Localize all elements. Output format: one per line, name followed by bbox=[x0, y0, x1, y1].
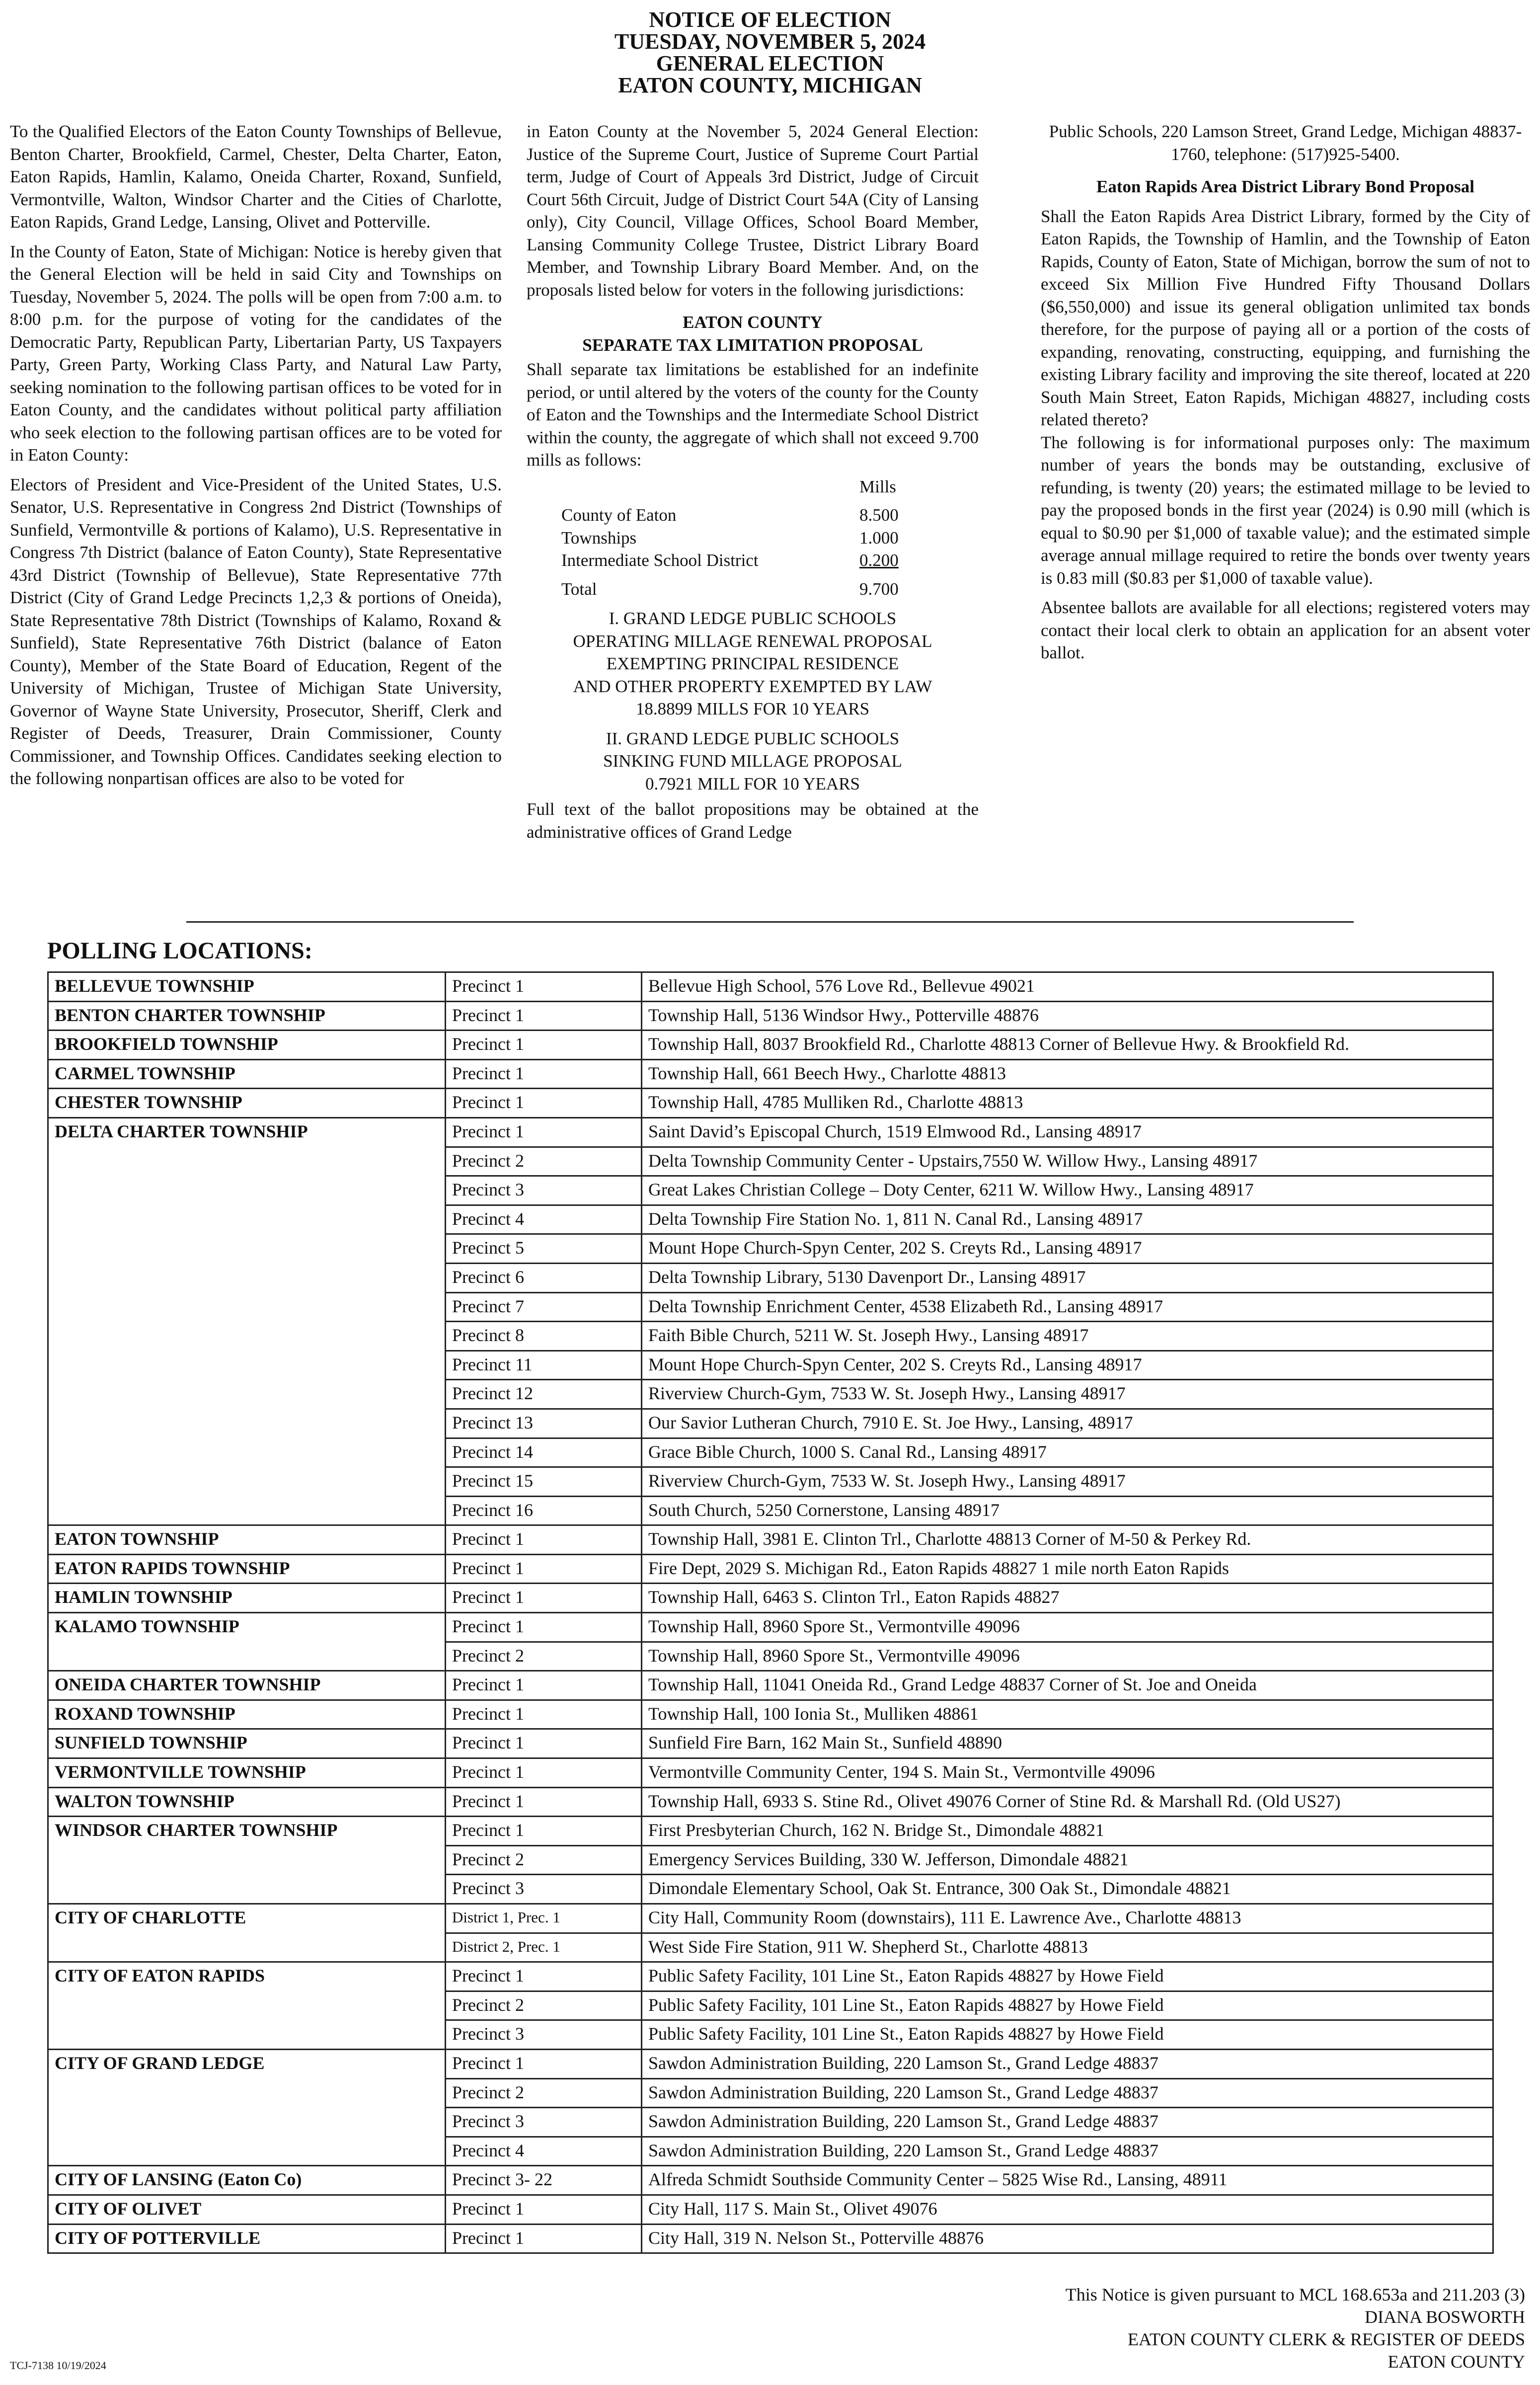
mills-header: Mills bbox=[859, 477, 896, 496]
table-row bbox=[48, 2224, 1493, 2253]
mills-label: Total bbox=[561, 579, 597, 599]
precinct-cell: Precinct 13 bbox=[446, 1409, 642, 1438]
mills-label: Townships bbox=[561, 528, 637, 548]
table-row bbox=[48, 2108, 1493, 2137]
school-address-paragraph: Public Schools, 220 Lamson Street, Grand Ledge, Michigan 48837-1760, telephone: (517)925-5400. bbox=[1049, 122, 1522, 164]
location-cell: City Hall, 117 S. Main St., Olivet 49076 bbox=[642, 2195, 1493, 2224]
location-cell: Emergency Services Building, 330 W. Jefferson, Dimondale 48821 bbox=[642, 1845, 1493, 1875]
electors-paragraph: To the Qualified Electors of the Eaton County Townships of Bellevue, Benton Charter, Brookfield, Carmel, Chester, Delta Charter, Eaton, Eaton Rapids, Hamlin, Kalamo, Oneida Charter, Roxand, Sunfield, Vermontville, Walton, Windsor Charter and the Cities of Charlotte, Eaton Rapids, Grand Ledge, Lansing, Olivet and Potterville. bbox=[10, 122, 502, 232]
title-line-2: TUESDAY, NOVEMBER 5, 2024 bbox=[614, 29, 926, 54]
location-cell: Township Hall, 8037 Brookfield Rd., Charlotte 48813 Corner of Bellevue Hwy. & Brookfield Rd. bbox=[642, 1031, 1493, 1060]
table-row bbox=[48, 1991, 1493, 2020]
precinct-cell: Precinct 1 bbox=[446, 2195, 642, 2224]
township-cell bbox=[48, 1322, 446, 1351]
precinct-cell: Precinct 3 bbox=[446, 1176, 642, 1205]
location-cell: Mount Hope Church-Spyn Center, 202 S. Creyts Rd., Lansing 48917 bbox=[642, 1351, 1493, 1380]
location-cell: West Side Fire Station, 911 W. Shepherd St., Charlotte 48813 bbox=[642, 1933, 1493, 1962]
location-cell: Township Hall, 3981 E. Clinton Trl., Charlotte 48813 Corner of M-50 & Perkey Rd. bbox=[642, 1525, 1493, 1555]
table-row bbox=[48, 1700, 1493, 1729]
precinct-cell: Precinct 2 bbox=[446, 1642, 642, 1671]
footer-statute: This Notice is given pursuant to MCL 168.653a and 211.203 (3) bbox=[1065, 2285, 1525, 2305]
township-cell: CITY OF OLIVET bbox=[48, 2195, 446, 2224]
location-cell: Township Hall, 6933 S. Stine Rd., Olivet 49076 Corner of Stine Rd. & Marshall Rd. (Old US27) bbox=[642, 1787, 1493, 1817]
precinct-cell: Precinct 4 bbox=[446, 2137, 642, 2166]
table-row bbox=[48, 1001, 1493, 1031]
township-cell bbox=[48, 1991, 446, 2020]
location-cell: Township Hall, 661 Beech Hwy., Charlotte 48813 bbox=[642, 1059, 1493, 1089]
text-column-2 bbox=[527, 120, 979, 850]
table-row bbox=[48, 1496, 1493, 1525]
precinct-cell: Precinct 4 bbox=[446, 1205, 642, 1234]
township-cell: ROXAND TOWNSHIP bbox=[48, 1700, 446, 1729]
precinct-cell: Precinct 1 bbox=[446, 1525, 642, 1555]
township-cell bbox=[48, 1642, 446, 1671]
table-row bbox=[48, 1351, 1493, 1380]
location-cell: Delta Township Fire Station No. 1, 811 N. Canal Rd., Lansing 48917 bbox=[642, 1205, 1493, 1234]
location-cell: Sunfield Fire Barn, 162 Main St., Sunfield 48890 bbox=[642, 1729, 1493, 1758]
table-row bbox=[48, 1933, 1493, 1962]
table-row bbox=[48, 1642, 1493, 1671]
precinct-cell: Precinct 1 bbox=[446, 1787, 642, 1817]
township-cell bbox=[48, 1467, 446, 1497]
precinct-cell: Precinct 16 bbox=[446, 1496, 642, 1525]
polling-locations-table bbox=[47, 971, 1494, 2254]
table-row bbox=[48, 1147, 1493, 1176]
township-cell bbox=[48, 1845, 446, 1875]
location-cell: Dimondale Elementary School, Oak St. Entrance, 300 Oak St., Dimondale 48821 bbox=[642, 1875, 1493, 1904]
table-row bbox=[48, 1089, 1493, 1118]
table-row bbox=[48, 2020, 1493, 2050]
location-cell: South Church, 5250 Cornerstone, Lansing 48917 bbox=[642, 1496, 1493, 1525]
location-cell: Township Hall, 8960 Spore St., Vermontville 49096 bbox=[642, 1613, 1493, 1642]
notice-title bbox=[0, 9, 1540, 96]
precinct-cell: Precinct 1 bbox=[446, 1001, 642, 1031]
table-row bbox=[48, 1758, 1493, 1788]
precinct-cell: Precinct 6 bbox=[446, 1263, 642, 1292]
precinct-cell: Precinct 2 bbox=[446, 1147, 642, 1176]
precinct-cell: Precinct 1 bbox=[446, 1117, 642, 1147]
table-row bbox=[48, 2166, 1493, 2195]
township-cell: CARMEL TOWNSHIP bbox=[48, 1059, 446, 1089]
location-cell: Township Hall, 11041 Oneida Rd., Grand Ledge 48837 Corner of St. Joe and Oneida bbox=[642, 1671, 1493, 1700]
table-row bbox=[48, 1234, 1493, 1264]
location-cell: Public Safety Facility, 101 Line St., Eaton Rapids 48827 by Howe Field bbox=[642, 1962, 1493, 1991]
township-cell: DELTA CHARTER TOWNSHIP bbox=[48, 1117, 446, 1147]
table-row bbox=[48, 1729, 1493, 1758]
township-cell bbox=[48, 1263, 446, 1292]
library-proposal-text: Shall the Eaton Rapids Area District Library, formed by the City of Eaton Rapids, the Township of Hamlin, and the Township of Eaton Rapids, County of Eaton, State of Michigan, borrow the sum of not to exceed Six Million Five Hundred Fifty Thousand Dollars ($6,550,000) and issue its general obligation unlimited tax bonds therefore, for the purpose of paying all or a portion of the costs of expanding, renovating, constructing, equipping, and furnishing the existing Library facility and improving the site thereof, located at 220 South Main Street, Eaton Rapids, Michigan 48827, including costs related thereto? bbox=[1041, 206, 1530, 429]
precinct-cell: Precinct 1 bbox=[446, 1817, 642, 1846]
township-cell: CHESTER TOWNSHIP bbox=[48, 1089, 446, 1118]
mills-value: 8.500 bbox=[859, 505, 899, 525]
tax-proposal-text: Shall separate tax limitations be established for an indefinite period, or until altered by the voters of the county for the County of Eaton and the Townships and the Intermediate School District within the county, the aggregate of which shall not exceed 9.700 mills as follows: bbox=[527, 360, 979, 470]
township-cell: VERMONTVILLE TOWNSHIP bbox=[48, 1758, 446, 1788]
publication-code: TCJ-7138 10/19/2024 bbox=[10, 2359, 106, 2372]
precinct-cell: Precinct 8 bbox=[446, 1322, 642, 1351]
precinct-cell: Precinct 1 bbox=[446, 1554, 642, 1584]
township-cell: ONEIDA CHARTER TOWNSHIP bbox=[48, 1671, 446, 1700]
precinct-cell: Precinct 3 bbox=[446, 2020, 642, 2050]
location-cell: Delta Township Community Center - Upstairs,7550 W. Willow Hwy., Lansing 48917 bbox=[642, 1147, 1493, 1176]
proposal-2: II. GRAND LEDGE PUBLIC SCHOOLS SINKING FUND MILLAGE PROPOSAL 0.7921 MILL FOR 10 YEARS bbox=[603, 728, 902, 794]
precinct-cell: Precinct 15 bbox=[446, 1467, 642, 1497]
mills-label: County of Eaton bbox=[561, 505, 677, 525]
township-cell bbox=[48, 1438, 446, 1467]
table-row bbox=[48, 1031, 1493, 1060]
township-cell: SUNFIELD TOWNSHIP bbox=[48, 1729, 446, 1758]
township-cell: CITY OF GRAND LEDGE bbox=[48, 2049, 446, 2078]
precinct-cell: Precinct 1 bbox=[446, 2224, 642, 2253]
location-cell: Sawdon Administration Building, 220 Lamson St., Grand Ledge 48837 bbox=[642, 2108, 1493, 2137]
township-cell: EATON TOWNSHIP bbox=[48, 1525, 446, 1555]
township-cell bbox=[48, 1380, 446, 1409]
table-row bbox=[48, 1671, 1493, 1700]
location-cell: Sawdon Administration Building, 220 Lamson St., Grand Ledge 48837 bbox=[642, 2078, 1493, 2108]
table-row bbox=[48, 1787, 1493, 1817]
table-row bbox=[48, 1059, 1493, 1089]
location-cell: Delta Township Enrichment Center, 4538 Elizabeth Rd., Lansing 48917 bbox=[642, 1292, 1493, 1322]
location-cell: Delta Township Library, 5130 Davenport Dr., Lansing 48917 bbox=[642, 1263, 1493, 1292]
table-row bbox=[48, 1438, 1493, 1467]
location-cell: Public Safety Facility, 101 Line St., Eaton Rapids 48827 by Howe Field bbox=[642, 2020, 1493, 2050]
location-cell: Riverview Church-Gym, 7533 W. St. Joseph Hwy., Lansing 48917 bbox=[642, 1467, 1493, 1497]
precinct-cell: District 2, Prec. 1 bbox=[446, 1933, 642, 1962]
precinct-cell: Precinct 1 bbox=[446, 1613, 642, 1642]
location-cell: Township Hall, 5136 Windsor Hwy., Potterville 48876 bbox=[642, 1001, 1493, 1031]
precinct-cell: Precinct 3 bbox=[446, 1875, 642, 1904]
informational-paragraph: The following is for informational purposes only: The maximum number of years the bonds may be outstanding, exclusive of refunding, is twenty (20) years; the estimated millage to be levied to pay the proposed bonds in the first year (2024) is 0.90 mill (which is equal to $0.90 per $1,000 of taxable value); and the estimated simple average annual millage required to retire the bonds over twenty years is 0.83 mill ($0.83 per $1,000 of taxable value). bbox=[1041, 432, 1530, 588]
township-cell bbox=[48, 1292, 446, 1322]
township-cell bbox=[48, 1205, 446, 1234]
location-cell: Sawdon Administration Building, 220 Lamson St., Grand Ledge 48837 bbox=[642, 2137, 1493, 2166]
table-row bbox=[48, 2195, 1493, 2224]
precinct-cell: Precinct 1 bbox=[446, 1031, 642, 1060]
nonpartisan-offices-paragraph: in Eaton County at the November 5, 2024 General Election: Justice of the Supreme Court, Justice of Supreme Court Partial term, Judge of Court of Appeals 3rd District, Judge of Circuit Court 56th Circuit, Judge of District Court 54A (City of Lansing only), City Council, Village Offices, School Board Member, Lansing Community College Trustee, District Library Board Member, and Township Library Board Member. And, on the proposals listed below for voters in the following jurisdictions: bbox=[527, 122, 979, 300]
absentee-paragraph: Absentee ballots are available for all elections; registered voters may contact their local clerk to obtain an application for an absent voter ballot. bbox=[1041, 598, 1530, 662]
township-cell: EATON RAPIDS TOWNSHIP bbox=[48, 1554, 446, 1584]
township-cell bbox=[48, 1496, 446, 1525]
mills-value: 9.700 bbox=[859, 579, 899, 599]
precinct-cell: Precinct 1 bbox=[446, 1962, 642, 1991]
precinct-cell: Precinct 12 bbox=[446, 1380, 642, 1409]
table-row bbox=[48, 1613, 1493, 1642]
location-cell: Vermontville Community Center, 194 S. Main St., Vermontville 49096 bbox=[642, 1758, 1493, 1788]
precinct-cell: Precinct 3 bbox=[446, 2108, 642, 2137]
precinct-cell: Precinct 1 bbox=[446, 1059, 642, 1089]
table-row bbox=[48, 1176, 1493, 1205]
precinct-cell: District 1, Prec. 1 bbox=[446, 1904, 642, 1933]
table-row bbox=[48, 2049, 1493, 2078]
table-row bbox=[48, 1380, 1493, 1409]
location-cell: Bellevue High School, 576 Love Rd., Bellevue 49021 bbox=[642, 972, 1493, 1002]
title-line-1: NOTICE OF ELECTION bbox=[649, 7, 891, 32]
location-cell: Riverview Church-Gym, 7533 W. St. Joseph Hwy., Lansing 48917 bbox=[642, 1380, 1493, 1409]
precinct-cell: Precinct 1 bbox=[446, 1089, 642, 1118]
table-row bbox=[48, 1205, 1493, 1234]
mills-label: Intermediate School District bbox=[561, 551, 759, 570]
table-row bbox=[48, 972, 1493, 1002]
location-cell: Township Hall, 6463 S. Clinton Trl., Eaton Rapids 48827 bbox=[642, 1584, 1493, 1613]
location-cell: Township Hall, 4785 Mulliken Rd., Charlotte 48813 bbox=[642, 1089, 1493, 1118]
precinct-cell: Precinct 7 bbox=[446, 1292, 642, 1322]
table-row bbox=[48, 1263, 1493, 1292]
table-row bbox=[48, 1554, 1493, 1584]
township-cell: HAMLIN TOWNSHIP bbox=[48, 1584, 446, 1613]
tax-proposal-heading: EATON COUNTY SEPARATE TAX LIMITATION PROPOSAL bbox=[582, 313, 923, 355]
precinct-cell: Precinct 5 bbox=[446, 1234, 642, 1264]
township-cell bbox=[48, 2108, 446, 2137]
location-cell: Saint David’s Episcopal Church, 1519 Elmwood Rd., Lansing 48917 bbox=[642, 1117, 1493, 1147]
location-cell: Township Hall, 8960 Spore St., Vermontville 49096 bbox=[642, 1642, 1493, 1671]
location-cell: Faith Bible Church, 5211 W. St. Joseph Hwy., Lansing 48917 bbox=[642, 1322, 1493, 1351]
township-cell: KALAMO TOWNSHIP bbox=[48, 1613, 446, 1642]
text-column-1 bbox=[10, 120, 502, 797]
table-row bbox=[48, 1584, 1493, 1613]
location-cell: Fire Dept, 2029 S. Michigan Rd., Eaton Rapids 48827 1 mile north Eaton Rapids bbox=[642, 1554, 1493, 1584]
precinct-cell: Precinct 3- 22 bbox=[446, 2166, 642, 2195]
township-cell bbox=[48, 1351, 446, 1380]
precinct-cell: Precinct 1 bbox=[446, 1671, 642, 1700]
location-cell: Mount Hope Church-Spyn Center, 202 S. Creyts Rd., Lansing 48917 bbox=[642, 1234, 1493, 1264]
table-row bbox=[48, 2137, 1493, 2166]
location-cell: Great Lakes Christian College – Doty Center, 6211 W. Willow Hwy., Lansing 48917 bbox=[642, 1176, 1493, 1205]
township-cell: CITY OF POTTERVILLE bbox=[48, 2224, 446, 2253]
precinct-cell: Precinct 1 bbox=[446, 1729, 642, 1758]
location-cell: City Hall, Community Room (downstairs), 111 E. Lawrence Ave., Charlotte 48813 bbox=[642, 1904, 1493, 1933]
table-row bbox=[48, 1525, 1493, 1555]
table-row bbox=[48, 1817, 1493, 1846]
mills-value: 1.000 bbox=[859, 528, 899, 548]
township-cell bbox=[48, 1234, 446, 1264]
footer-clerk-name: DIANA BOSWORTH bbox=[1365, 2307, 1525, 2327]
polling-locations-title: POLLING LOCATIONS: bbox=[47, 938, 312, 964]
location-cell: City Hall, 319 N. Nelson St., Potterville 48876 bbox=[642, 2224, 1493, 2253]
township-cell: BELLEVUE TOWNSHIP bbox=[48, 972, 446, 1002]
precinct-cell: Precinct 1 bbox=[446, 1758, 642, 1788]
election-notice-paragraph: In the County of Eaton, State of Michigan: Notice is hereby given that the General Election will be held in said City and Townships on Tuesday, November 5, 2024. The polls will be open from 7:00 a.m. to 8:00 p.m. for the purpose of voting for the candidates of the Democratic Party, Republican Party, Libertarian Party, US Taxpayers Party, Green Party, Working Class Party, and Natural Law Party, seeking nomination to the following partisan offices to be voted for in Eaton County, and the candidates without political party affiliation who seek election to the following partisan offices are to be voted for in Eaton County: bbox=[10, 241, 502, 465]
table-row bbox=[48, 1904, 1493, 1933]
township-cell bbox=[48, 1409, 446, 1438]
location-cell: Township Hall, 100 Ionia St., Mulliken 48861 bbox=[642, 1700, 1493, 1729]
notice-footer bbox=[1066, 2284, 1525, 2373]
township-cell bbox=[48, 2020, 446, 2050]
title-line-3: GENERAL ELECTION bbox=[656, 51, 884, 76]
table-row bbox=[48, 1409, 1493, 1438]
precinct-cell: Precinct 2 bbox=[446, 2078, 642, 2108]
location-cell: Public Safety Facility, 101 Line St., Eaton Rapids 48827 by Howe Field bbox=[642, 1991, 1493, 2020]
table-row bbox=[48, 1875, 1493, 1904]
section-divider bbox=[186, 921, 1354, 923]
township-cell: CITY OF EATON RAPIDS bbox=[48, 1962, 446, 1991]
township-cell: WINDSOR CHARTER TOWNSHIP bbox=[48, 1817, 446, 1846]
township-cell bbox=[48, 2078, 446, 2108]
precinct-cell: Precinct 11 bbox=[446, 1351, 642, 1380]
table-row bbox=[48, 1845, 1493, 1875]
footer-county: EATON COUNTY bbox=[1387, 2352, 1525, 2372]
precinct-cell: Precinct 1 bbox=[446, 2049, 642, 2078]
precinct-cell: Precinct 1 bbox=[446, 1584, 642, 1613]
location-cell: Alfreda Schmidt Southside Community Center – 5825 Wise Rd., Lansing, 48911 bbox=[642, 2166, 1493, 2195]
full-text-paragraph: Full text of the ballot propositions may be obtained at the administrative offices of Grand Ledge bbox=[527, 799, 979, 842]
township-cell bbox=[48, 1933, 446, 1962]
partisan-offices-paragraph: Electors of President and Vice-President of the United States, U.S. Senator, U.S. Representative in Congress 2nd District (Townships of Sunfield, Vermontville & portions of Kalamo), U.S. Representative in Congress 7th District (balance of Eaton County), State Representative 43rd District (Township of Bellevue), State Representative 77th District (City of Grand Ledge Precincts 1,2,3 & portions of Oneida), State Representative 78th District (Townships of Kalamo, Roxand & Sunfield), State Representative 76th District (balance of Eaton County), Member of the State Board of Education, Regent of the University of Michigan, Trustee of Michigan State University, Governor of Wayne State University, Prosecutor, Sheriff, Clerk and Register of Deeds, Treasurer, Drain Commissioner, County Commissioner, and Township Offices. Candidates seeking election to the following nonpartisan offices are also to be voted for bbox=[10, 475, 502, 788]
township-cell: CITY OF CHARLOTTE bbox=[48, 1904, 446, 1933]
table-row bbox=[48, 1292, 1493, 1322]
table-row bbox=[48, 1467, 1493, 1497]
proposal-1: I. GRAND LEDGE PUBLIC SCHOOLS OPERATING MILLAGE RENEWAL PROPOSAL EXEMPTING PRINCIPAL RESIDENCE AND OTHER PROPERTY EXEMPTED BY LAW 18.8899 MILLS FOR 10 YEARS bbox=[573, 609, 932, 718]
mills-value: 0.200 bbox=[859, 551, 899, 570]
township-cell bbox=[48, 1147, 446, 1176]
township-cell: BROOKFIELD TOWNSHIP bbox=[48, 1031, 446, 1060]
library-proposal-heading: Eaton Rapids Area District Library Bond Proposal bbox=[1096, 177, 1474, 196]
location-cell: Our Savior Lutheran Church, 7910 E. St. Joe Hwy., Lansing, 48917 bbox=[642, 1409, 1493, 1438]
precinct-cell: Precinct 2 bbox=[446, 1991, 642, 2020]
township-cell bbox=[48, 2137, 446, 2166]
township-cell: WALTON TOWNSHIP bbox=[48, 1787, 446, 1817]
location-cell: Sawdon Administration Building, 220 Lamson St., Grand Ledge 48837 bbox=[642, 2049, 1493, 2078]
precinct-cell: Precinct 1 bbox=[446, 972, 642, 1002]
mills-table bbox=[561, 476, 909, 601]
title-line-4: EATON COUNTY, MICHIGAN bbox=[618, 73, 922, 97]
footer-clerk-title: EATON COUNTY CLERK & REGISTER OF DEEDS bbox=[1127, 2329, 1525, 2349]
township-cell: CITY OF LANSING (Eaton Co) bbox=[48, 2166, 446, 2195]
location-cell: First Presbyterian Church, 162 N. Bridge St., Dimondale 48821 bbox=[642, 1817, 1493, 1846]
table-row bbox=[48, 1962, 1493, 1991]
text-column-3 bbox=[1041, 120, 1530, 671]
precinct-cell: Precinct 2 bbox=[446, 1845, 642, 1875]
table-row bbox=[48, 2078, 1493, 2108]
township-cell bbox=[48, 1875, 446, 1904]
township-cell bbox=[48, 1176, 446, 1205]
table-row bbox=[48, 1117, 1493, 1147]
table-row bbox=[48, 1322, 1493, 1351]
precinct-cell: Precinct 14 bbox=[446, 1438, 642, 1467]
township-cell: BENTON CHARTER TOWNSHIP bbox=[48, 1001, 446, 1031]
location-cell: Grace Bible Church, 1000 S. Canal Rd., Lansing 48917 bbox=[642, 1438, 1493, 1467]
precinct-cell: Precinct 1 bbox=[446, 1700, 642, 1729]
